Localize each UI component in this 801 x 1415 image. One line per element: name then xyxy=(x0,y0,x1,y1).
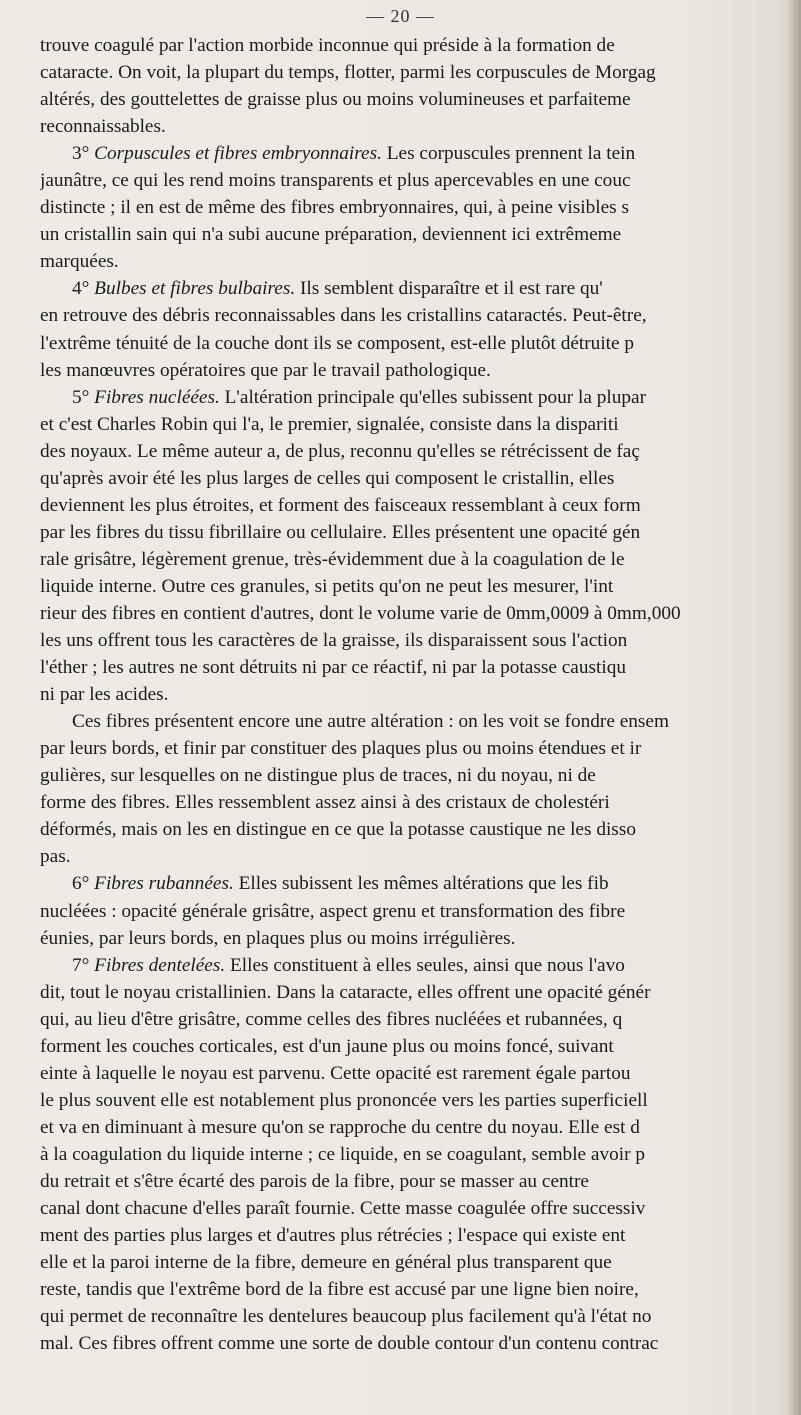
line-text: qui permet de reconnaître les dentelures beaucoup plus facilement qu'à l'état no xyxy=(40,1306,652,1328)
line-text: distincte ; il en est de même des fibres embryonnaires, qui, à peine visibles s xyxy=(40,197,630,219)
text-line xyxy=(40,681,792,708)
text-line xyxy=(40,573,792,600)
text-line xyxy=(40,113,792,140)
line-text: les manœuvres opératoires que par le travail pathologique. xyxy=(40,359,491,381)
text-line xyxy=(40,248,792,275)
text-line xyxy=(40,1249,792,1276)
line-text: jaunâtre, ce qui les rend moins transparents et plus apercevables en une couc xyxy=(40,170,631,192)
text-line xyxy=(40,275,792,302)
line-text: gulières, sur lesquelles on ne distingue plus de traces, ni du noyau, ni de xyxy=(40,765,596,787)
page-edge-shadow xyxy=(787,0,801,1415)
text-line xyxy=(40,1303,792,1330)
line-text: nucléées : opacité générale grisâtre, aspect grenu et transformation des fibre xyxy=(40,900,626,922)
text-line xyxy=(40,519,792,546)
text-line xyxy=(40,140,792,167)
line-text: cataracte. On voit, la plupart du temps, flotter, parmi les corpuscules de Morgag xyxy=(40,62,656,84)
section-heading: Fibres nucléées. xyxy=(94,386,220,408)
line-text: en retrouve des débris reconnaissables dans les cristallins cataractés. Peut-être, xyxy=(40,305,647,327)
section-heading: Fibres rubannées. xyxy=(94,873,234,895)
line-text: altérés, des gouttelettes de graisse plus ou moins volumineuses et parfaiteme xyxy=(40,89,631,111)
line-text: deviennent les plus étroites, et forment des faisceaux ressemblant à ceux form xyxy=(40,494,641,516)
text-line xyxy=(40,221,792,248)
text-line xyxy=(40,384,792,411)
section-number: 3° xyxy=(72,143,95,165)
text-line xyxy=(40,816,792,843)
text-line xyxy=(40,1195,792,1222)
text-line xyxy=(40,762,792,789)
line-text: rale grisâtre, légèrement grenue, très-évidemment due à la coagulation de le xyxy=(40,548,625,570)
text-line xyxy=(40,627,792,654)
text-line xyxy=(40,32,792,59)
text-line xyxy=(40,843,792,870)
text-line xyxy=(40,952,792,979)
text-line xyxy=(40,86,792,113)
text-line xyxy=(40,1141,792,1168)
line-text: marquées. xyxy=(40,251,119,273)
line-text: des noyaux. Le même auteur a, de plus, reconnu qu'elles se rétrécissent de faç xyxy=(40,440,640,462)
text-line xyxy=(40,1330,792,1357)
line-text: Ces fibres présentent encore une autre altération : on les voit se fondre ensem xyxy=(72,711,669,733)
section-heading: Corpuscules et fibres embryonnaires. xyxy=(94,143,382,165)
text-line xyxy=(40,1033,792,1060)
text-line xyxy=(40,654,792,681)
text-line xyxy=(40,59,792,86)
line-text: qu'après avoir été les plus larges de celles qui composent le cristallin, elles xyxy=(40,467,615,489)
line-text: et c'est Charles Robin qui l'a, le premier, signalée, consiste dans la dispariti xyxy=(40,413,619,435)
line-text: un cristallin sain qui n'a subi aucune préparation, deviennent ici extrêmeme xyxy=(40,224,622,246)
text-line xyxy=(40,492,792,519)
line-text: pas. xyxy=(40,846,71,868)
line-text: ni par les acides. xyxy=(40,684,169,706)
text-line xyxy=(40,1060,792,1087)
text-line xyxy=(40,330,792,357)
text-line xyxy=(40,1006,792,1033)
line-text: le plus souvent elle est notablement plus prononcée vers les parties superficiell xyxy=(40,1089,648,1111)
section-number: 4° xyxy=(72,278,95,300)
text-line xyxy=(40,194,792,221)
text-line xyxy=(40,789,792,816)
line-text: à la coagulation du liquide interne ; ce liquide, en se coagulant, semble avoir p xyxy=(40,1143,646,1165)
line-text: liquide interne. Outre ces granules, si petits qu'on ne peut les mesurer, l'int xyxy=(40,575,614,597)
line-text: trouve coagulé par l'action morbide inconnue qui préside à la formation de xyxy=(40,35,615,56)
section-heading: Fibres dentelées. xyxy=(94,954,226,976)
line-text: les uns offrent tous les caractères de la graisse, ils disparaissent sous l'action xyxy=(40,630,628,652)
text-line xyxy=(40,979,792,1006)
section-heading: Bulbes et fibres bulbaires. xyxy=(94,278,296,300)
line-text: qui, au lieu d'être grisâtre, comme celles des fibres nucléées et rubannées, q xyxy=(40,1008,623,1030)
text-line xyxy=(40,925,792,952)
line-text: Elles subissent les mêmes altérations que les fib xyxy=(233,873,609,895)
text-line xyxy=(40,735,792,762)
text-line xyxy=(40,898,792,925)
section-number: 7° xyxy=(72,954,95,976)
line-text: einte à laquelle le noyau est parvenu. Cette opacité est rarement égale partou xyxy=(40,1062,631,1084)
page-number: — 20 — xyxy=(366,6,435,26)
line-text: elle et la paroi interne de la fibre, demeure en général plus transparent que xyxy=(40,1252,612,1274)
text-line xyxy=(40,411,792,438)
line-text: L'altération principale qu'elles subissent pour la plupar xyxy=(219,386,647,408)
text-line xyxy=(40,438,792,465)
text-line xyxy=(40,1087,792,1114)
line-text: rieur des fibres en contient d'autres, dont le volume varie de 0mm,0009 à 0mm,000 xyxy=(40,602,681,624)
line-text: Elles constituent à elles seules, ainsi que nous l'avo xyxy=(225,954,625,976)
text-line xyxy=(40,1222,792,1249)
line-text: par les fibres du tissu fibrillaire ou cellulaire. Elles présentent une opacité gén xyxy=(40,521,641,543)
line-text: ment des parties plus larges et d'autres plus rétrécies ; l'espace qui existe ent xyxy=(40,1225,626,1247)
body-text xyxy=(40,32,792,1357)
line-text: déformés, mais on les en distingue en ce que la potasse caustique ne les disso xyxy=(40,819,636,841)
line-text: mal. Ces fibres offrent comme une sorte de double contour d'un contenu contrac xyxy=(40,1333,659,1355)
line-text: dit, tout le noyau cristallinien. Dans la cataracte, elles offrent une opacité génér xyxy=(40,981,651,1003)
line-text: reconnaissables. xyxy=(40,116,166,138)
line-text: Ils semblent disparaître et il est rare qu' xyxy=(295,278,603,300)
text-line xyxy=(40,465,792,492)
line-text: et va en diminuant à mesure qu'on se rapproche du centre du noyau. Elle est d xyxy=(40,1116,640,1138)
text-line xyxy=(40,1276,792,1303)
line-text: canal dont chacune d'elles paraît fournie. Cette masse coagulée offre successiv xyxy=(40,1198,646,1220)
text-line xyxy=(40,870,792,897)
line-text: forme des fibres. Elles ressemblent assez ainsi à des cristaux de cholestéri xyxy=(40,792,610,814)
section-number: 5° xyxy=(72,386,95,408)
line-text: forment les couches corticales, est d'un jaune plus ou moins foncé, suivant xyxy=(40,1035,614,1057)
text-line xyxy=(40,357,792,384)
line-text: éunies, par leurs bords, en plaques plus ou moins irrégulières. xyxy=(40,927,516,949)
text-line xyxy=(40,167,792,194)
line-text: Les corpuscules prennent la tein xyxy=(381,143,636,165)
line-text: l'extrême ténuité de la couche dont ils se composent, est-elle plutôt détruite p xyxy=(40,332,635,354)
text-line xyxy=(40,546,792,573)
section-number: 6° xyxy=(72,873,95,895)
text-line xyxy=(40,708,792,735)
text-line xyxy=(40,1168,792,1195)
line-text: par leurs bords, et finir par constituer des plaques plus ou moins étendues et ir xyxy=(40,738,642,760)
text-line xyxy=(40,600,792,627)
line-text: l'éther ; les autres ne sont détruits ni par ce réactif, ni par la potasse caustiqu xyxy=(40,657,626,679)
text-line xyxy=(40,302,792,329)
line-text: du retrait et s'être écarté des parois de la fibre, pour se masser au centre xyxy=(40,1170,589,1192)
line-text: reste, tandis que l'extrême bord de la fibre est accusé par une ligne bien noire, xyxy=(40,1279,639,1301)
text-line xyxy=(40,1114,792,1141)
